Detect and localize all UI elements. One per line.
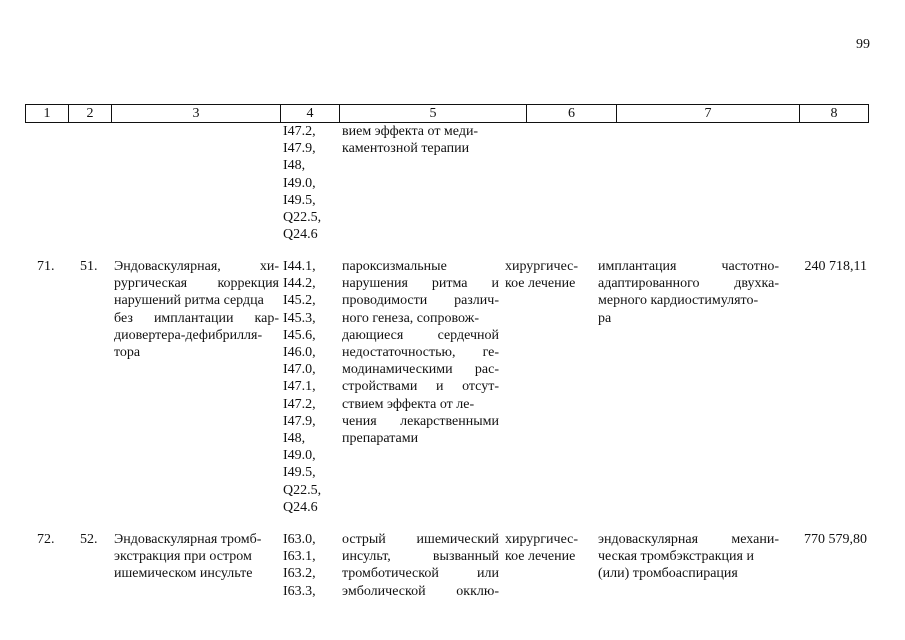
text-word: адаптированного bbox=[598, 276, 700, 292]
text-line: I63.0, bbox=[283, 532, 316, 547]
text-line: I47.2, bbox=[283, 396, 316, 412]
text-line: Q24.6 bbox=[283, 499, 318, 515]
text-line bbox=[342, 327, 499, 344]
text-word: частотно- bbox=[721, 259, 779, 274]
text-word: ческая тромбэкстракция и bbox=[598, 549, 754, 565]
text-word: ствием эффекта от ле- bbox=[342, 396, 475, 412]
text-word: нарушения bbox=[342, 276, 408, 292]
text-word: ге- bbox=[482, 345, 499, 361]
text-line: I48, bbox=[283, 431, 306, 447]
row71-group: 51. bbox=[80, 259, 98, 274]
row71-indications bbox=[342, 258, 499, 447]
row72-cost: 770 579,80 bbox=[804, 532, 867, 547]
text-line bbox=[598, 565, 779, 582]
text-line: I47.9, bbox=[283, 141, 316, 157]
text-word: проводимости bbox=[342, 293, 428, 309]
text-word: модинамическими bbox=[342, 362, 453, 378]
text-line: каментозной терапии bbox=[342, 141, 470, 157]
text-line bbox=[342, 275, 499, 292]
text-line bbox=[114, 292, 279, 309]
text-line: Q22.5, bbox=[283, 482, 322, 498]
header-col-2: 2 bbox=[69, 105, 112, 122]
text-line: I47.2, bbox=[283, 124, 316, 139]
text-word: имплантация bbox=[598, 259, 677, 274]
text-line: I63.1, bbox=[283, 549, 316, 565]
text-word: хи- bbox=[259, 259, 279, 274]
text-line: Q22.5, bbox=[283, 210, 322, 226]
text-line bbox=[598, 258, 779, 275]
text-word: кар- bbox=[254, 310, 279, 326]
text-line bbox=[342, 292, 499, 309]
text-word: чения bbox=[342, 413, 377, 429]
text-word: диовертера-дефибрилля- bbox=[114, 327, 263, 343]
text-word: механи- bbox=[731, 532, 779, 547]
text-line: кое лечение bbox=[505, 276, 576, 292]
text-line bbox=[342, 430, 499, 447]
text-word: сердечной bbox=[437, 327, 499, 343]
text-line: I48, bbox=[283, 158, 306, 174]
text-word: пароксизмальные bbox=[342, 259, 447, 274]
header-col-6: 6 bbox=[527, 105, 617, 122]
text-line bbox=[114, 531, 279, 548]
text-word: ритма bbox=[431, 276, 468, 292]
text-word: ра bbox=[598, 310, 612, 326]
header-col-3: 3 bbox=[112, 105, 281, 122]
text-line bbox=[342, 548, 499, 565]
row71-codes bbox=[283, 258, 338, 516]
text-word: ного генеза, сопровож- bbox=[342, 310, 479, 326]
text-word: коррекция bbox=[217, 276, 279, 292]
text-word: лекарственными bbox=[400, 413, 499, 429]
text-word: и bbox=[491, 276, 499, 292]
text-line: I47.0, bbox=[283, 362, 316, 378]
text-line: хирургичес- bbox=[505, 532, 579, 547]
text-word: препаратами bbox=[342, 431, 419, 447]
continuation-codes bbox=[283, 123, 338, 243]
text-line bbox=[342, 344, 499, 361]
text-line bbox=[342, 583, 499, 600]
text-word: экстракция при остром bbox=[114, 549, 252, 565]
text-word: отсут- bbox=[462, 379, 499, 395]
text-word: и bbox=[435, 379, 444, 395]
text-line bbox=[342, 361, 499, 378]
text-line bbox=[342, 310, 499, 327]
row72-method bbox=[598, 531, 779, 583]
row71-treatment bbox=[505, 258, 595, 292]
text-word: двухка- bbox=[734, 276, 779, 292]
text-line: I45.3, bbox=[283, 310, 316, 326]
text-line bbox=[342, 378, 499, 395]
text-word: тора bbox=[114, 345, 141, 361]
text-line: кое лечение bbox=[505, 549, 576, 565]
text-line: I45.2, bbox=[283, 293, 316, 309]
text-word: стройствами bbox=[342, 379, 418, 395]
text-word: различ- bbox=[454, 293, 499, 309]
text-line: I49.0, bbox=[283, 175, 316, 191]
text-word: мерного кардиостимулято- bbox=[598, 293, 759, 309]
text-line bbox=[342, 258, 499, 275]
text-word: вызванный bbox=[432, 549, 499, 565]
text-line: I46.0, bbox=[283, 345, 316, 361]
row72-number: 72. bbox=[37, 532, 55, 547]
text-word: (или) тромбоаспирация bbox=[598, 566, 738, 582]
text-word: Эндоваскулярная тромб- bbox=[114, 532, 262, 547]
row72-indications bbox=[342, 531, 499, 600]
text-line bbox=[598, 531, 779, 548]
text-line: I63.3, bbox=[283, 583, 316, 599]
text-line: I44.2, bbox=[283, 276, 316, 292]
row72-treatment bbox=[505, 531, 595, 565]
header-col-4: 4 bbox=[281, 105, 340, 122]
header-col-1: 1 bbox=[26, 105, 69, 122]
text-line bbox=[114, 258, 279, 275]
text-word: острый bbox=[342, 532, 386, 547]
text-line bbox=[342, 413, 499, 430]
text-word: дающиеся bbox=[342, 327, 404, 343]
text-word: без bbox=[114, 310, 133, 326]
text-word: ишемический bbox=[416, 532, 499, 547]
text-word: тромботической bbox=[342, 566, 439, 582]
text-line bbox=[342, 565, 499, 582]
page-number: 99 bbox=[856, 37, 870, 52]
row72-group: 52. bbox=[80, 532, 98, 547]
text-line bbox=[342, 531, 499, 548]
text-word: или bbox=[477, 566, 499, 582]
text-line: I47.9, bbox=[283, 413, 316, 429]
row72-name bbox=[114, 531, 279, 583]
header-col-5: 5 bbox=[340, 105, 527, 122]
text-line bbox=[598, 292, 779, 309]
text-line bbox=[114, 327, 279, 344]
text-word: инсульт, bbox=[342, 549, 391, 565]
text-word: ишемическом инсульте bbox=[114, 566, 253, 582]
header-col-8: 8 bbox=[830, 106, 838, 121]
text-word: эмболической bbox=[342, 583, 426, 599]
text-line: I45.6, bbox=[283, 327, 316, 343]
text-word: рас- bbox=[474, 362, 499, 378]
text-line bbox=[114, 565, 279, 582]
text-line: I49.5, bbox=[283, 192, 316, 208]
text-line: I49.5, bbox=[283, 465, 316, 481]
row71-method bbox=[598, 258, 779, 327]
row71-cost: 240 718,11 bbox=[804, 259, 867, 274]
table-header-row bbox=[25, 104, 869, 123]
text-line bbox=[114, 275, 279, 292]
text-line bbox=[114, 548, 279, 565]
text-line bbox=[114, 344, 279, 361]
row72-codes bbox=[283, 531, 338, 600]
text-word: рургическая bbox=[114, 276, 188, 292]
text-line: I44.1, bbox=[283, 259, 316, 274]
text-word: недостаточностью, bbox=[342, 345, 456, 361]
text-line: вием эффекта от меди- bbox=[342, 124, 479, 139]
text-line: I47.1, bbox=[283, 379, 316, 395]
text-line bbox=[342, 396, 499, 413]
text-word: имплантации bbox=[153, 310, 234, 326]
text-line: I63.2, bbox=[283, 566, 316, 582]
text-word: Эндоваскулярная, bbox=[114, 259, 221, 274]
text-line: хирургичес- bbox=[505, 259, 579, 274]
text-word: окклю- bbox=[456, 583, 499, 599]
row71-name bbox=[114, 258, 279, 361]
text-line bbox=[598, 310, 779, 327]
text-line bbox=[598, 548, 779, 565]
row71-number: 71. bbox=[37, 259, 55, 274]
continuation-indications bbox=[342, 123, 499, 157]
text-word: эндоваскулярная bbox=[598, 532, 699, 547]
text-line bbox=[114, 310, 279, 327]
text-line bbox=[598, 275, 779, 292]
text-word: нарушений ритма сердца bbox=[114, 293, 264, 309]
header-col-7: 7 bbox=[617, 105, 800, 122]
text-line: I49.0, bbox=[283, 448, 316, 464]
text-line: Q24.6 bbox=[283, 227, 318, 243]
